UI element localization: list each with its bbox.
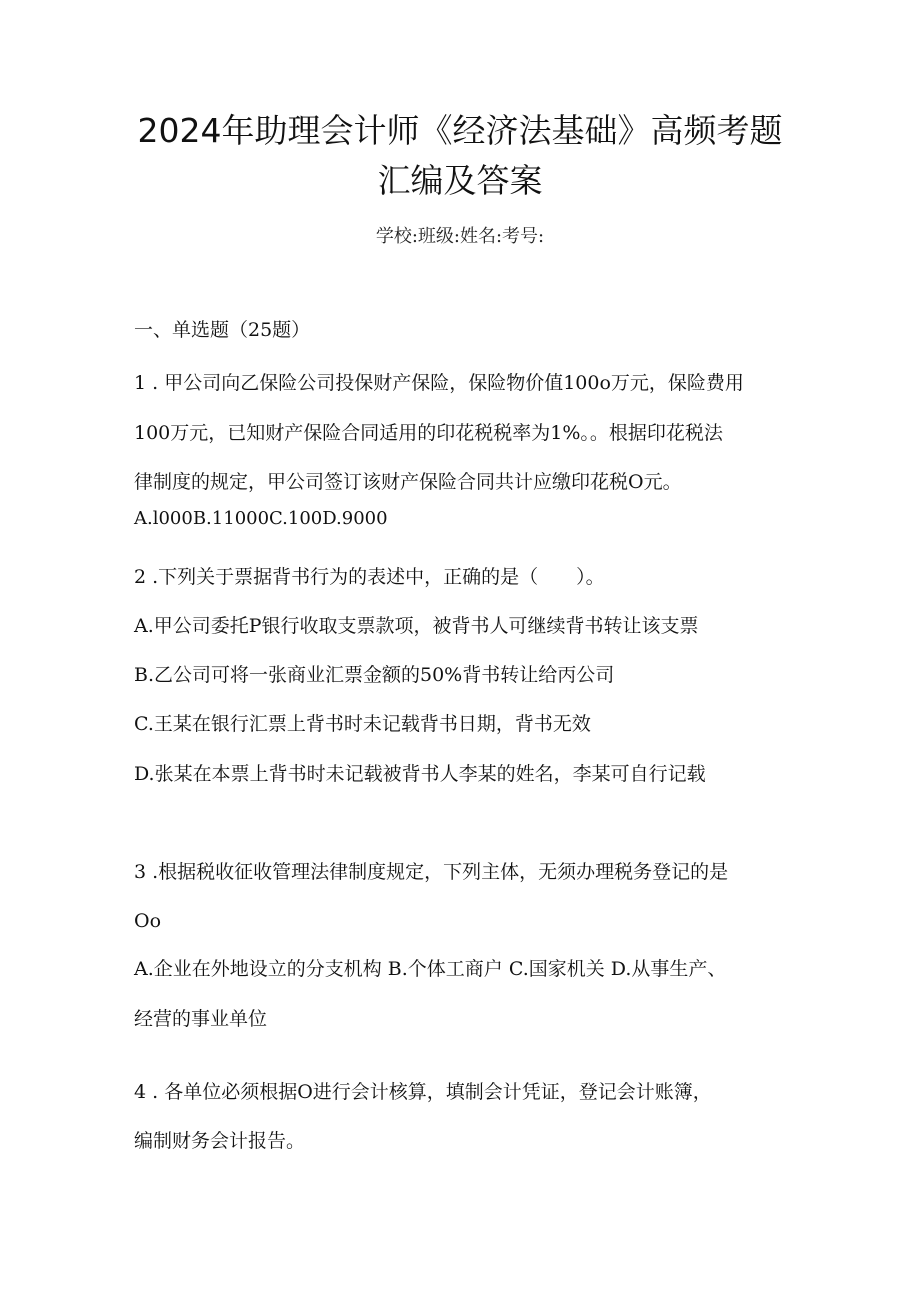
student-info-line: 学校:班级:姓名:考号: (375, 226, 545, 247)
question-1-line-3: 律制度的规定，甲公司签订该财产保险合同共计应缴印花税O元。 (134, 471, 682, 493)
question-4-line-1: 4 . 各单位必须根据O进行会计核算，填制会计凭证，登记会计账簿， (134, 1081, 712, 1103)
question-4-line-2: 编制财务会计报告。 (134, 1130, 306, 1152)
question-2-option-b: B.乙公司可将一张商业汇票金额的50%背书转让给丙公司 (134, 664, 615, 686)
document-title-line-1: 2024年助理会计师《经济法基础》高频考题 (137, 111, 783, 150)
section-heading: 一、单选题（25题） (134, 319, 311, 341)
question-1-line-1: 1 . 甲公司向乙保险公司投保财产保险，保险物价值100o万元，保险费用 (134, 372, 744, 394)
question-2-stem: 2 .下列关于票据背书行为的表述中，正确的是（ ）。 (134, 566, 605, 588)
question-3-line-2: Oo (134, 910, 162, 932)
question-2-option-c: C.王某在银行汇票上背书时未记载背书日期，背书无效 (134, 713, 591, 735)
question-1-options: A.l000B.11000C.100D.9000 (134, 508, 388, 529)
question-2-option-a: A.甲公司委托P银行收取支票款项，被背书人可继续背书转让该支票 (134, 615, 699, 637)
question-3-options-line-2: 经营的事业单位 (134, 1008, 268, 1030)
question-1-line-2: 100万元，已知财产保险合同适用的印花税税率为1%。。根据印花税法 (134, 422, 723, 444)
document-title-line-2: 汇编及答案 (377, 161, 543, 200)
question-3-options-line-1: A.企业在外地设立的分支机构 B.个体工商户 C.国家机关 D.从事生产、 (134, 958, 727, 980)
question-2-option-d: D.张某在本票上背书时未记载被背书人李某的姓名，李某可自行记载 (134, 763, 706, 785)
question-3-line-1: 3 .根据税收征收管理法律制度规定，下列主体，无须办理税务登记的是 (134, 861, 729, 883)
